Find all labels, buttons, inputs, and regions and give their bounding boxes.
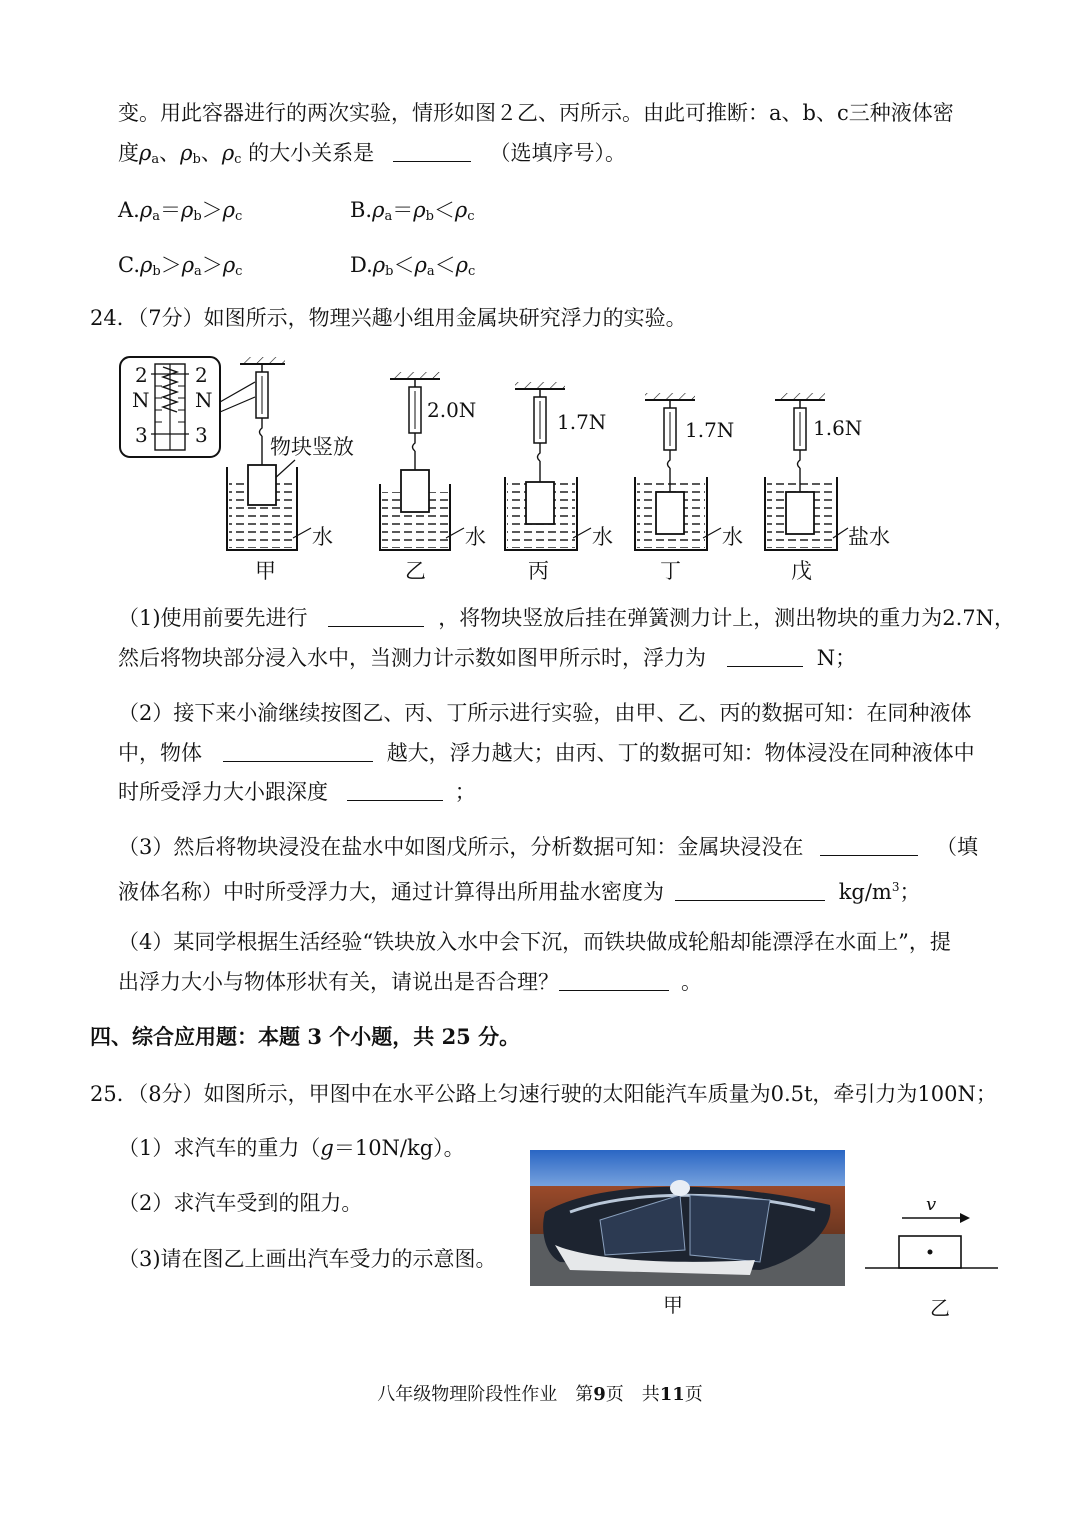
text: 分。	[478, 1024, 521, 1049]
setup-jia	[227, 357, 333, 583]
panel-label: 乙	[405, 559, 426, 583]
inset-label: 2	[195, 363, 208, 387]
setup-yi	[380, 372, 486, 583]
q23-answer-blank[interactable]	[393, 141, 471, 162]
q24-blank-3[interactable]	[223, 741, 373, 762]
total-pages: 11	[659, 1384, 685, 1405]
unit: kg/m	[838, 880, 892, 904]
q24-blank-5[interactable]	[820, 835, 918, 856]
text: 四、综合应用题：本题	[90, 1024, 300, 1049]
text: （1)使用前要先进行	[118, 606, 308, 630]
liquid-label: 水	[312, 525, 333, 549]
q24-blank-6[interactable]	[675, 880, 825, 901]
velocity-label: v	[926, 1194, 937, 1215]
section-4-heading	[90, 1022, 520, 1052]
inset-label: 3	[135, 423, 148, 447]
photo-label: 甲	[663, 1293, 683, 1317]
q23-option-b: $B.\rho_a=\rho_b<\rho_c$	[350, 198, 475, 224]
panel-label: 甲	[255, 559, 276, 583]
page-number: 9	[593, 1384, 606, 1405]
option-label: B.	[350, 198, 373, 222]
liquid-label: 水	[722, 525, 743, 549]
q24-part1-line2	[118, 643, 856, 673]
unit-exponent: 3	[891, 880, 900, 894]
text: （1）求汽车的重力（	[118, 1136, 321, 1160]
q23-option-a: $A.\rho_a=\rho_b>\rho_c$	[118, 198, 243, 224]
diagram-label: 乙	[930, 1296, 950, 1320]
q24-figure	[115, 352, 915, 587]
setup-wu	[765, 393, 890, 583]
q24-part1-line1	[118, 603, 1015, 633]
q25-sub1	[118, 1133, 465, 1163]
page-footer	[0, 1380, 1080, 1406]
block-diagram	[862, 1190, 1002, 1290]
text: 页 共	[605, 1384, 660, 1405]
q24-part4-line1: （4）某同学根据生活经验“铁块放入水中会下沉，而铁块做成轮船却能漂浮在水面上”，提	[118, 930, 951, 954]
liquid-label: 水	[465, 525, 486, 549]
q23-option-c: $C.\rho_b>\rho_a>\rho_c$	[118, 253, 243, 279]
q25-sub2: （2）求汽车受到的阻力。	[118, 1191, 363, 1215]
text: 八年级物理阶段性作业 第	[377, 1384, 594, 1405]
panel-label: 丙	[528, 559, 549, 583]
q24-part3-line2	[118, 872, 920, 907]
q24-part2-line3	[118, 777, 476, 807]
option-label: D.	[350, 253, 373, 277]
liquid-label: 盐水	[848, 525, 890, 549]
text: 。	[681, 970, 702, 994]
q24-part2-line1: （2）接下来小渝继续按图乙、丙、丁所示进行实验，由甲、乙、丙的数据可知：在同种液体	[118, 701, 972, 725]
inset-label: 3	[195, 423, 208, 447]
q24-blank-7[interactable]	[559, 970, 669, 991]
option-label: A.	[118, 198, 140, 222]
text: （3）然后将物块浸没在盐水中如图戊所示，分析数据可知：金属块浸没在	[118, 835, 804, 859]
scale-reading: 1.7N	[557, 410, 607, 434]
text: ＝10N/kg）。	[333, 1136, 465, 1160]
q24-blank-4[interactable]	[347, 780, 443, 801]
text: N；	[816, 646, 857, 670]
text: 出浮力大小与物体形状有关，请说出是否合理？	[118, 970, 559, 994]
inset-label: N	[195, 388, 213, 412]
text: 越大，浮力越大；由丙、丁的数据可知：物体浸没在同种液体中	[386, 741, 975, 765]
inset-label: 2	[135, 363, 148, 387]
text: （填	[936, 835, 979, 859]
q24-part3-line1	[118, 832, 978, 862]
setup-bing	[505, 382, 613, 583]
scale-magnified-inset	[120, 357, 255, 457]
q23-line2-tail: （选填序号）。	[489, 141, 627, 165]
q23-line2: 度$\rho_a$、$\rho_b$、$\rho_c$ 的大小关系是 （选填序号）。	[118, 141, 627, 167]
q25-sub3: （3)请在图乙上画出汽车受力的示意图。	[118, 1247, 497, 1271]
q23-line2-post: 的大小关系是	[248, 141, 375, 165]
panel-label: 丁	[660, 559, 681, 583]
gravity-symbol: g	[320, 1136, 334, 1160]
option-label: C.	[118, 253, 140, 277]
setup-ding	[635, 393, 743, 583]
text: ，将物块竖放后挂在弹簧测力计上，测出物块的重力为2.7N，	[438, 606, 1016, 630]
q23-option-d: $D.\rho_b<\rho_a<\rho_c$	[350, 253, 476, 279]
text: 液体名称）中时所受浮力大，通过计算得出所用盐水密度为	[118, 880, 664, 904]
q24-blank-2[interactable]	[727, 646, 803, 667]
text: ；	[899, 880, 921, 904]
q24-blank-1[interactable]	[328, 606, 424, 627]
text: 页	[684, 1384, 703, 1405]
q25-title: 25．（8分）如图所示，甲图中在水平公路上匀速行驶的太阳能汽车质量为0.5t，牵引力为100N；	[90, 1082, 997, 1106]
solar-car-photo	[530, 1150, 845, 1286]
count: 3	[307, 1024, 322, 1049]
q23-line2-pre: 度	[118, 141, 139, 165]
text: 然后将物块部分浸入水中，当测力计示数如图甲所示时，浮力为	[118, 646, 706, 670]
q24-part2-line2	[118, 738, 975, 768]
q23-line1: 变。用此容器进行的两次实验，情形如图２乙、丙所示。由此可推断：a、b、c三种液体密	[118, 101, 954, 125]
q24-title: 24．（7分）如图所示，物理兴趣小组用金属块研究浮力的实验。	[90, 306, 687, 330]
scale-reading: 2.0N	[427, 398, 477, 422]
inset-label: N	[132, 388, 150, 412]
score: 25	[441, 1024, 471, 1049]
scale-reading: 1.7N	[685, 418, 735, 442]
panel-label: 戊	[791, 559, 812, 583]
text: ；	[454, 780, 476, 804]
text: 时所受浮力大小跟深度	[118, 780, 328, 804]
q24-part4-line2	[118, 967, 702, 997]
liquid-label: 水	[592, 525, 613, 549]
text: 个小题，共	[329, 1024, 435, 1049]
text: 中，物体	[118, 741, 202, 765]
scale-reading: 1.6N	[813, 416, 863, 440]
block-vertical-label: 物块竖放	[270, 435, 354, 459]
